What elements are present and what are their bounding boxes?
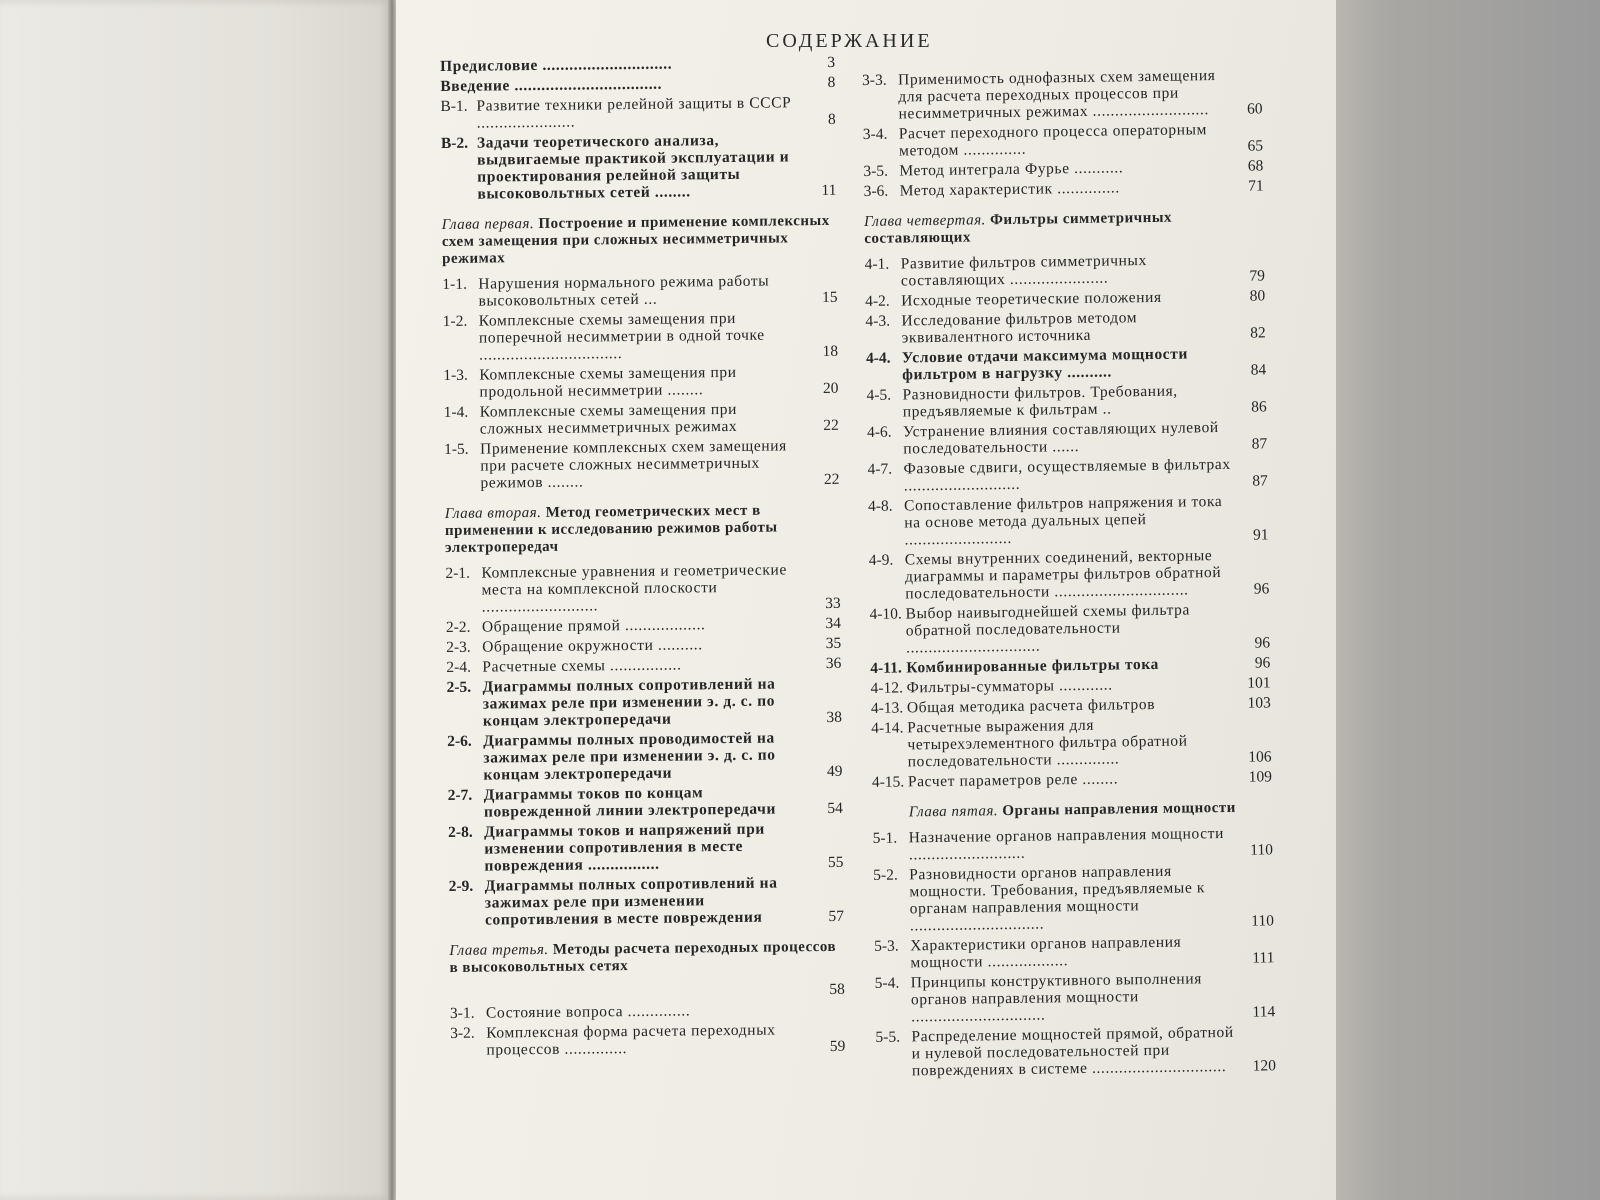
book-gutter bbox=[388, 0, 396, 1200]
entry-page: 82 bbox=[1250, 324, 1266, 342]
toc-entry bbox=[875, 1023, 1276, 1080]
entry-title: Расчетные схемы ................ bbox=[482, 656, 682, 676]
toc-entry bbox=[446, 615, 841, 636]
entry-title: Применимость однофазных схем замещения для расчета переходных процессов при несимметричных режимах .......................... bbox=[897, 67, 1216, 123]
entry-title: Характеристики органов направления мощности .................. bbox=[910, 933, 1182, 972]
toc-entry bbox=[866, 344, 1266, 384]
entry-page: 103 bbox=[1247, 694, 1271, 712]
chapter-label: Глава пятая. bbox=[908, 803, 999, 821]
chapter-title: Построение и применение комплексных схем замещения при сложных несимметричных режимах bbox=[441, 212, 830, 267]
entry-number: 1-3. bbox=[443, 366, 468, 384]
entry-page: 3 bbox=[827, 53, 836, 71]
entry-page: 59 bbox=[829, 1037, 846, 1055]
toc-entry bbox=[871, 694, 1271, 717]
toc-entry bbox=[448, 820, 844, 875]
entry-number: 2-3. bbox=[446, 638, 471, 656]
toc-column-right bbox=[862, 66, 1276, 1082]
entry-number: 2-9. bbox=[448, 877, 474, 895]
entry-title: Метод интеграла Фурье ........... bbox=[899, 159, 1124, 180]
toc-entry bbox=[440, 54, 835, 75]
toc-entry bbox=[867, 455, 1267, 495]
entry-page: 49 bbox=[826, 762, 843, 780]
entry-number: 2-2. bbox=[445, 618, 471, 636]
entry-number: 1-4. bbox=[443, 403, 469, 421]
entry-title bbox=[450, 981, 811, 1002]
entry-page: 68 bbox=[1247, 157, 1264, 175]
toc-entry bbox=[863, 120, 1263, 160]
toc-entry bbox=[870, 654, 1270, 677]
right-page bbox=[396, 0, 1336, 1200]
entry-title: Комплексные уравнения и геометрические места на комплексной плоскости .......................... bbox=[481, 561, 787, 616]
toc-entry bbox=[870, 674, 1270, 697]
toc-entry bbox=[875, 969, 1276, 1026]
left-page bbox=[0, 0, 392, 1200]
entry-title: Разновидности фильтров. Требования, предъявляемые к фильтрам .. bbox=[902, 382, 1178, 421]
entry-title: Распределение мощностей прямой, обратной и нулевой последовательностей при повреждениях в системе .............................. bbox=[911, 1023, 1234, 1080]
toc-entry bbox=[445, 561, 841, 616]
entry-title: Диаграммы токов и напряжений при изменении сопротивления в месте повреждения ................ bbox=[484, 820, 766, 875]
entry-page: 114 bbox=[1252, 1003, 1276, 1021]
entry-page: 8 bbox=[827, 110, 836, 128]
toc-entry bbox=[865, 250, 1265, 290]
entry-page: 33 bbox=[825, 594, 841, 612]
toc-entry bbox=[443, 309, 839, 364]
entry-page: 79 bbox=[1249, 267, 1266, 285]
entry-title: Условие отдачи максимума мощности фильтром в нагрузку .......... bbox=[901, 345, 1189, 384]
entry-number: 4-8. bbox=[867, 497, 893, 515]
entry-page: 57 bbox=[828, 907, 845, 925]
toc-entry bbox=[865, 287, 1265, 310]
entry-title: Схемы внутренних соединений, векторные диаграммы и параметры фильтров обратной последовательности .............................. bbox=[904, 547, 1222, 603]
toc-entry bbox=[448, 783, 843, 821]
entry-number: 4-15. bbox=[871, 773, 905, 791]
entry-page: 96 bbox=[1254, 634, 1271, 652]
chapter-title: Методы расчета переходных процессов в высоковольтных сетях bbox=[449, 938, 837, 976]
entry-number: 4-13. bbox=[870, 699, 904, 717]
entry-number: 2-1. bbox=[445, 564, 471, 582]
entry-number: 2-5. bbox=[446, 678, 472, 696]
entry-page: 8 bbox=[827, 73, 836, 91]
toc-column-left bbox=[440, 54, 845, 1062]
entry-page: 87 bbox=[1252, 472, 1268, 490]
entry-number: 4-9. bbox=[868, 551, 894, 569]
toc-entry bbox=[868, 492, 1269, 549]
entry-title: Диаграммы полных проводимостей на зажимах реле при изменении э. д. с. по концам электропередачи bbox=[483, 729, 776, 784]
chapter-title: Органы направления мощности bbox=[1002, 799, 1236, 820]
entry-title: Развитие техники релейной защиты в СССР ...................... bbox=[476, 94, 792, 132]
chapter-title: Метод геометрических мест в применении к исследованию режимов работы электропередач bbox=[444, 502, 778, 556]
toc-entry bbox=[442, 272, 837, 310]
chapter-label: Глава первая. bbox=[441, 216, 535, 233]
entry-number: 3-4. bbox=[862, 125, 888, 143]
entry-page: 18 bbox=[822, 342, 839, 361]
toc-entry bbox=[871, 714, 1272, 771]
chapter-title: Фильтры симметричных составляющих bbox=[864, 209, 1173, 247]
toc-entry bbox=[450, 1021, 845, 1059]
chapter-heading bbox=[864, 208, 1264, 248]
toc-entry bbox=[874, 932, 1274, 972]
entry-title: Исследование фильтров методом эквивалентного источника bbox=[901, 309, 1138, 347]
entry-title: Обращение прямой .................. bbox=[481, 616, 706, 636]
entry-title: Общая методика расчета фильтров bbox=[906, 695, 1156, 717]
entry-number: 2-7. bbox=[447, 786, 473, 804]
entry-number: 2-4. bbox=[446, 658, 472, 676]
entry-number: 3-3. bbox=[862, 71, 887, 89]
entry-number: 1-1. bbox=[442, 275, 468, 293]
entry-title: Расчетные выражения для четырехэлементного фильтра обратной последовательности .............. bbox=[907, 716, 1188, 771]
entry-title: Диаграммы токов по концам поврежденной линии электропередачи bbox=[483, 784, 777, 821]
entry-title: Предисловие ............................. bbox=[440, 55, 673, 75]
entry-title: Метод характеристик .............. bbox=[899, 179, 1120, 200]
entry-title: Расчет параметров реле ........ bbox=[907, 770, 1119, 791]
entry-page: 36 bbox=[825, 654, 842, 672]
entry-page: 22 bbox=[823, 470, 840, 489]
toc-entry bbox=[440, 74, 835, 95]
toc-entry bbox=[441, 131, 837, 203]
entry-title: Развитие фильтров симметричных составляющих ...................... bbox=[900, 252, 1147, 290]
entry-number: В-2. bbox=[440, 134, 469, 152]
entry-page: 58 bbox=[829, 980, 845, 998]
entry-page: 120 bbox=[1252, 1057, 1277, 1075]
entry-page: 54 bbox=[827, 799, 843, 817]
entry-title: Исходные теоретические положения bbox=[901, 288, 1162, 310]
chapter-label: Глава вторая. bbox=[444, 504, 542, 522]
entry-title: Расчет переходного процесса операторным методом .............. bbox=[898, 121, 1208, 160]
entry-number: 5-3. bbox=[874, 937, 899, 955]
toc-entry bbox=[443, 363, 838, 401]
entry-number: В-1. bbox=[440, 97, 468, 115]
toc-entry bbox=[864, 177, 1264, 200]
entry-number: 4-11. bbox=[870, 659, 902, 677]
entry-number: 2-6. bbox=[447, 732, 472, 750]
toc-entry bbox=[446, 655, 841, 676]
entry-title: Нарушения нормального режима работы высоковольтных сетей ... bbox=[478, 272, 770, 310]
entry-page: 110 bbox=[1251, 912, 1275, 930]
toc-entry bbox=[450, 981, 845, 1002]
entry-title: Диаграммы полных сопротивлений на зажимах реле при изменении сопротивления в месте повреждения bbox=[484, 874, 778, 929]
entry-title: Комплексная форма расчета переходных процессов .............. bbox=[486, 1021, 776, 1059]
entry-page: 22 bbox=[823, 416, 839, 435]
toc-entry bbox=[873, 861, 1274, 935]
chapter-heading bbox=[872, 799, 1272, 822]
entry-title: Выбор наивыгоднейшей схемы фильтра обратной последовательности .............................. bbox=[905, 601, 1191, 657]
entry-title: Введение ................................. bbox=[440, 75, 663, 95]
toc-entry bbox=[869, 600, 1270, 657]
entry-number: 4-14. bbox=[871, 719, 904, 737]
entry-title: Принципы конструктивного выполнения органов направления мощности .............................. bbox=[910, 970, 1203, 1026]
entry-page: 34 bbox=[825, 614, 842, 632]
toc-entry bbox=[446, 635, 841, 656]
entry-number: 5-1. bbox=[872, 829, 898, 847]
toc-entry bbox=[444, 400, 839, 438]
entry-number: 4-4. bbox=[865, 349, 891, 367]
toc-entry bbox=[867, 418, 1267, 458]
toc-entry bbox=[450, 1001, 845, 1022]
entry-number: 3-6. bbox=[863, 182, 889, 200]
entry-title: Обращение окружности .......... bbox=[482, 636, 703, 656]
toc-entry bbox=[444, 437, 840, 492]
entry-number: 4-12. bbox=[870, 679, 904, 697]
entry-number: 4-5. bbox=[866, 386, 892, 404]
entry-title: Комплексные схемы замещения при сложных несимметричных режимах bbox=[479, 400, 738, 438]
entry-page: 109 bbox=[1248, 768, 1272, 786]
entry-title: Комплексные схемы замещения при продольной несимметрии ........ bbox=[479, 363, 737, 401]
entry-page: 80 bbox=[1249, 287, 1266, 305]
toc-entry bbox=[440, 94, 835, 132]
entry-number: 3-5. bbox=[863, 162, 889, 180]
entry-number: 1-5. bbox=[444, 440, 469, 458]
chapter-heading bbox=[445, 502, 841, 557]
entry-page: 60 bbox=[1246, 100, 1263, 118]
entry-title: Диаграммы полных сопротивлений на зажимах реле при изменении э. д. с. по концам электропередачи bbox=[482, 675, 776, 730]
entry-title: Комплексные схемы замещения при поперечной несимметрии в одной точке ................................ bbox=[478, 309, 765, 364]
toc-entry bbox=[447, 729, 843, 784]
entry-number: 5-2. bbox=[873, 866, 898, 884]
chapter-heading bbox=[449, 939, 844, 977]
entry-number: 2-8. bbox=[448, 823, 473, 841]
entry-page: 38 bbox=[826, 708, 843, 726]
chapter-heading bbox=[442, 213, 838, 268]
entry-title: Устранение влияния составляющих нулевой последовательности ...... bbox=[902, 419, 1219, 458]
toc-entry bbox=[447, 675, 843, 730]
entry-number: 5-4. bbox=[874, 974, 900, 992]
entry-number: 4-10. bbox=[869, 605, 902, 623]
entry-page: 101 bbox=[1247, 674, 1271, 692]
entry-page: 96 bbox=[1254, 654, 1271, 672]
entry-page: 15 bbox=[821, 288, 838, 307]
entry-page: 91 bbox=[1252, 526, 1269, 544]
entry-page: 106 bbox=[1248, 748, 1272, 766]
entry-number: 4-3. bbox=[865, 312, 891, 330]
entry-title: Задачи теоретического анализа, выдвигаемые практикой эксплуатации и проектирования релейной защиты высоковольтных сетей ........ bbox=[476, 132, 790, 203]
toc-entry bbox=[873, 824, 1273, 864]
entry-page: 87 bbox=[1251, 435, 1268, 453]
toc-entry bbox=[866, 381, 1266, 421]
toc-entry bbox=[872, 768, 1272, 791]
entry-page: 86 bbox=[1251, 398, 1267, 416]
entry-page: 84 bbox=[1250, 361, 1267, 379]
entry-page: 111 bbox=[1252, 949, 1275, 967]
chapter-label: Глава четвертая. bbox=[863, 212, 986, 230]
entry-page: 110 bbox=[1250, 841, 1274, 859]
entry-page: 71 bbox=[1248, 177, 1264, 195]
toc-entry bbox=[863, 157, 1263, 180]
entry-number: 4-2. bbox=[865, 292, 890, 310]
entry-number: 1-2. bbox=[442, 312, 468, 330]
entry-number: 3-2. bbox=[450, 1024, 475, 1042]
background-surface bbox=[1336, 0, 1600, 1200]
toc-entry bbox=[869, 546, 1270, 603]
entry-page: 55 bbox=[827, 853, 844, 871]
entry-title: Применение комплексных схем замещения при расчете сложных несимметричных режимов ........ bbox=[480, 437, 787, 492]
entry-page: 35 bbox=[825, 634, 842, 652]
entry-title: Фазовые сдвиги, осуществляемые в фильтрах .......................... bbox=[903, 455, 1231, 495]
entry-title: Разновидности органов направления мощности. Требования, предъявляемые к органам направления мощности .............................. bbox=[909, 862, 1206, 935]
entry-title: Назначение органов направления мощности .......................... bbox=[908, 825, 1225, 864]
entry-number: 4-6. bbox=[866, 423, 892, 441]
entry-page: 65 bbox=[1247, 137, 1264, 155]
entry-number: 3-1. bbox=[449, 1004, 475, 1022]
page-title: СОДЕРЖАНИЕ bbox=[766, 30, 933, 52]
entry-number: 5-5. bbox=[875, 1028, 901, 1046]
entry-page: 20 bbox=[822, 379, 839, 398]
toc-entry bbox=[865, 307, 1265, 347]
entry-title: Фильтры-сумматоры ............ bbox=[906, 676, 1113, 697]
chapter-label: Глава третья. bbox=[449, 941, 549, 959]
entry-number: 4-1. bbox=[864, 255, 890, 273]
entry-page: 11 bbox=[821, 181, 837, 200]
toc-entry bbox=[862, 66, 1263, 123]
entry-number: 4-7. bbox=[867, 460, 893, 478]
entry-title: Сопоставление фильтров напряжения и тока на основе метода дуальных цепей ........................ bbox=[903, 493, 1223, 549]
toc-entry bbox=[449, 874, 845, 929]
entry-page: 96 bbox=[1253, 580, 1270, 598]
entry-title: Комбинированные фильтры тока bbox=[906, 655, 1160, 677]
entry-title: Состояние вопроса .............. bbox=[485, 1002, 691, 1022]
